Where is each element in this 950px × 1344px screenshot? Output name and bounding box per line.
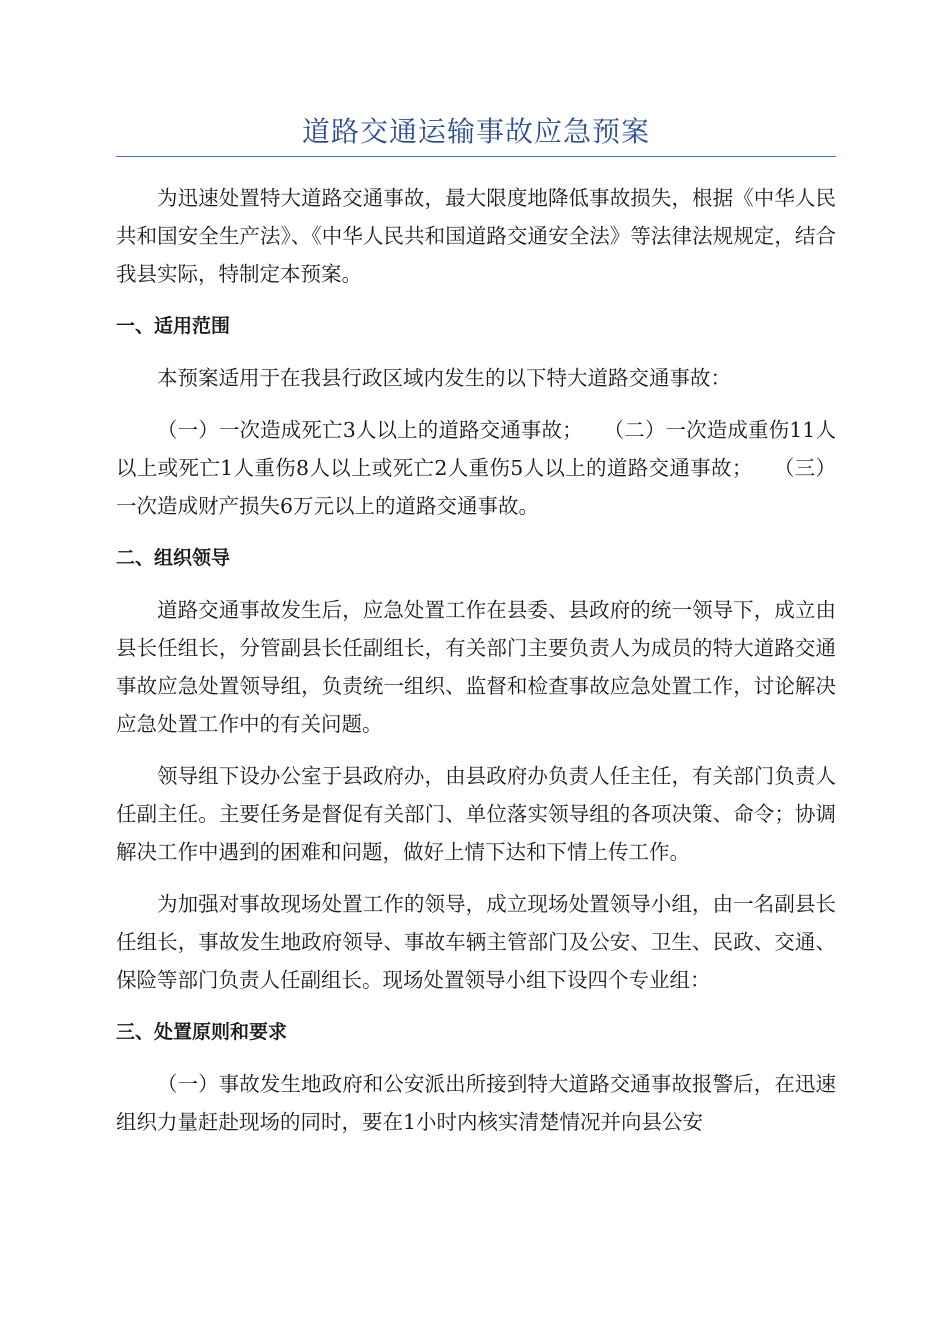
document-page xyxy=(116,112,836,1155)
title-underline xyxy=(116,156,836,157)
organization-paragraph-1: 道路交通事故发生后，应急处置工作在县委、县政府的统一领导下，成立由县长任组长，分管副县长任副组长，有关部门主要负责人为成员的特大道路交通事故应急处置领导组，负责统一组织、监督和检查事故应急处置工作，讨论解决应急处置工作中的有关问题。 xyxy=(116,598,836,736)
scope-paragraph-2: （一）一次造成死亡3人以上的道路交通事故； （二）一次造成重伤11人以上或死亡1人重伤8人以上或死亡2人重伤5人以上的道路交通事故； （三）一次造成财产损失6万元以上的道路交通事故。 xyxy=(116,418,836,518)
section-heading-scope: 一、适用范围 xyxy=(116,315,231,337)
scope-paragraph-1: 本预案适用于在我县行政区域内发生的以下特大道路交通事故： xyxy=(157,366,731,390)
intro-paragraph: 为迅速处置特大道路交通事故，最大限度地降低事故损失，根据《中华人民共和国安全生产法》、《中华人民共和国道路交通安全法》等法律法规规定，结合我县实际，特制定本预案。 xyxy=(116,186,836,286)
section-heading-organization: 二、组织领导 xyxy=(116,547,231,569)
section-heading-principles: 三、处置原则和要求 xyxy=(116,1021,288,1043)
organization-paragraph-3: 为加强对事故现场处置工作的领导，成立现场处置领导小组，由一名副县长任组长，事故发生地政府领导、事故车辆主管部门及公安、卫生、民政、交通、保险等部门负责人任副组长。现场处置领导小组下设四个专业组： xyxy=(116,892,836,992)
principles-paragraph-1: （一）事故发生地政府和公安派出所接到特大道路交通事故报警后，在迅速组织力量赶赴现场的同时，要在1小时内核实清楚情况并向县公安 xyxy=(116,1072,836,1134)
organization-paragraph-2: 领导组下设办公室于县政府办，由县政府办负责人任主任，有关部门负责人任副主任。主要任务是督促有关部门、单位落实领导组的各项决策、命令；协调解决工作中遇到的困难和问题，做好上情下达和下情上传工作。 xyxy=(116,764,836,864)
document-title: 道路交通运输事故应急预案 xyxy=(301,115,650,148)
